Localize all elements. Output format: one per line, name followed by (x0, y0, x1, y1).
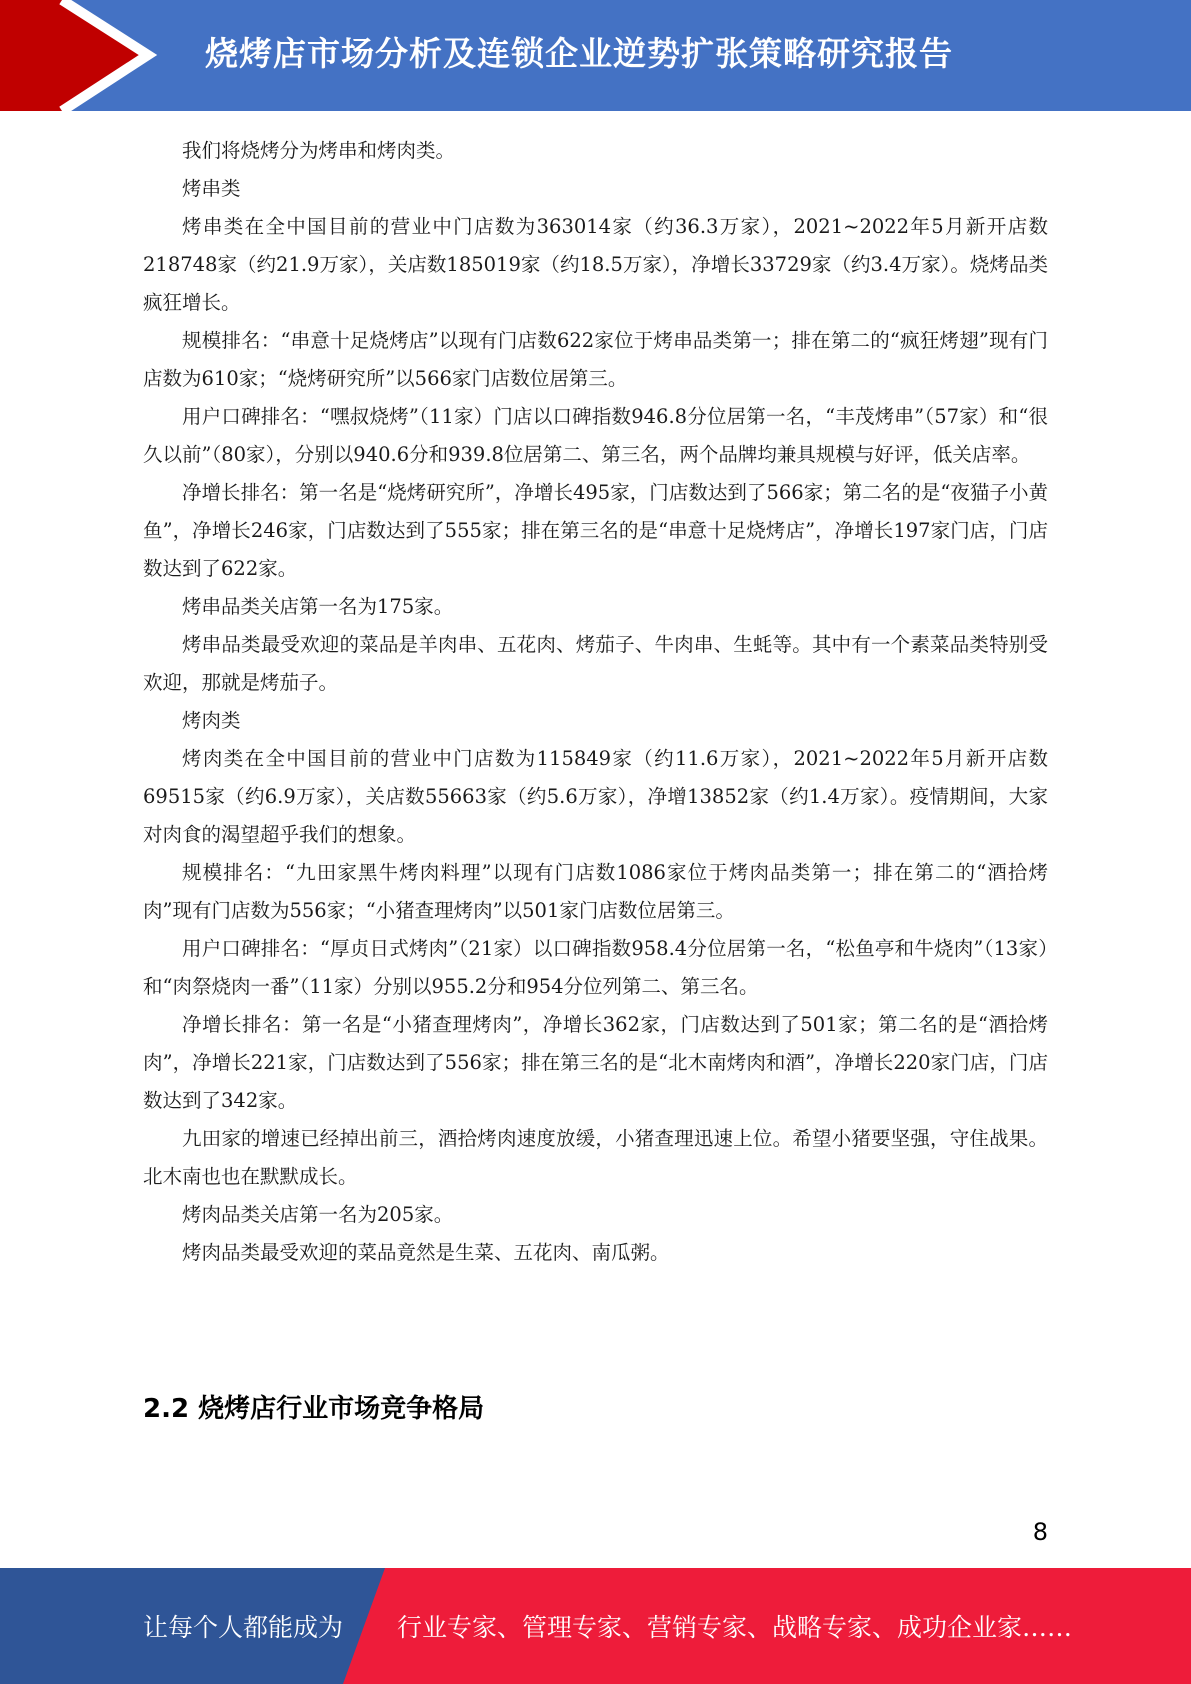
paragraph: 烤肉品类最受欢迎的菜品竟然是生菜、五花肉、南瓜粥。 (182, 1241, 670, 1264)
subheading-skewers: 烤串类 (182, 177, 241, 200)
paragraph: 规模排名：“串意十足烧烤店”以现有门店数622家位于烤串品类第一；排在第二的“疯狂烤翅”现有门店数为610家；“烧烤研究所”以566家门店数位居第三。 (143, 329, 1048, 390)
page-footer (0, 1568, 1191, 1684)
paragraph: 我们将烧烤分为烤串和烤肉类。 (182, 139, 456, 162)
paragraph: 净增长排名：第一名是“烧烤研究所”，净增长495家，门店数达到了566家；第二名的是“夜猫子小黄鱼”，净增长246家，门店数达到了555家；排在第三名的是“串意十足烧烤店”，净增长197家门店，门店数达到了622家。 (143, 481, 1048, 580)
paragraph: 烤串品类最受欢迎的菜品是羊肉串、五花肉、烤茄子、牛肉串、生蚝等。其中有一个素菜品类特别受欢迎，那就是烤茄子。 (143, 633, 1048, 694)
footer-slogan-left: 让每个人都能成为 (143, 1613, 344, 1642)
paragraph: 九田家的增速已经掉出前三，酒拾烤肉速度放缓，小猪查理迅速上位。希望小猪要坚强，守住战果。北木南也也在默默成长。 (143, 1127, 1048, 1188)
report-title: 烧烤店市场分析及连锁企业逆势扩张策略研究报告 (205, 34, 953, 73)
paragraph: 烤肉类在全中国目前的营业中门店数为115849家（约11.6万家），2021~2022年5月新开店数69515家（约6.9万家），关店数55663家（约5.6万家），净增13852家（约1.4万家）。疫情期间，大家对肉食的渴望超乎我们的想象。 (143, 747, 1048, 846)
footer-slogan-right: 行业专家、管理专家、营销专家、战略专家、成功企业家…… (397, 1613, 1073, 1642)
paragraph: 净增长排名：第一名是“小猪查理烤肉”，净增长362家，门店数达到了501家；第二名的是“酒拾烤肉”，净增长221家，门店数达到了556家；排在第三名的是“北木南烤肉和酒”，净增长220家门店，门店数达到了342家。 (143, 1013, 1048, 1112)
paragraph: 烤肉品类关店第一名为205家。 (182, 1203, 454, 1226)
paragraph: 用户口碑排名：“嘿叔烧烤”（11家）门店以口碑指数946.8分位居第一名，“丰茂烤串”（57家）和“很久以前”（80家），分别以940.6分和939.8位居第二、第三名，两个品牌均兼具规模与好评，低关店率。 (143, 405, 1048, 466)
page-number: 8 (1032, 1518, 1048, 1546)
paragraph: 规模排名：“九田家黑牛烤肉料理”以现有门店数1086家位于烤肉品类第一；排在第二的“酒拾烤肉”现有门店数为556家；“小猪查理烤肉”以501家门店数位居第三。 (143, 861, 1048, 922)
header-arrow-decoration (0, 0, 160, 111)
paragraph: 烤串品类关店第一名为175家。 (182, 595, 454, 618)
paragraph: 烤串类在全中国目前的营业中门店数为363014家（约36.3万家），2021~2022年5月新开店数218748家（约21.9万家），关店数185019家（约18.5万家），净增长33729家（约3.4万家）。烧烤品类疯狂增长。 (143, 215, 1048, 314)
body-text (143, 132, 1048, 1272)
page-header (0, 0, 1191, 111)
subheading-grilled-meat: 烤肉类 (182, 709, 241, 732)
paragraph: 用户口碑排名：“厚贞日式烤肉”（21家）以口碑指数958.4分位居第一名，“松鱼亭和牛烧肉”（13家）和“肉祭烧肉一番”（11家）分别以955.2分和954分位列第二、第三名。 (143, 937, 1048, 998)
section-heading: 2.2 烧烤店行业市场竞争格局 (143, 1394, 485, 1424)
